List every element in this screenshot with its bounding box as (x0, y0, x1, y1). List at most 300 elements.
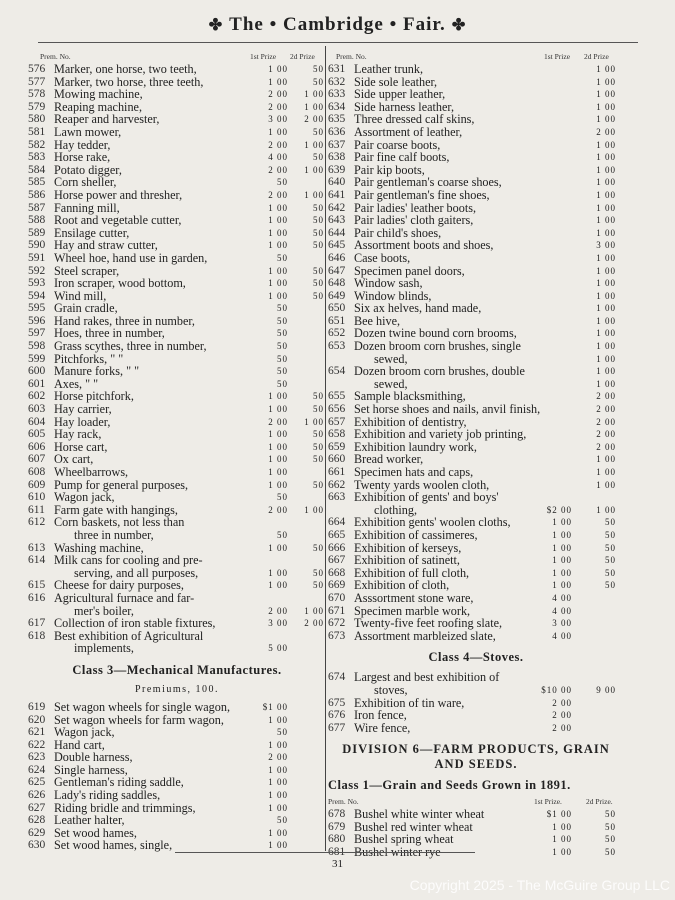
item-description: Wagon jack, (54, 725, 115, 740)
prem-number: 646 (328, 251, 346, 264)
item-description: Pair kip boots, (354, 162, 425, 177)
item-description: Steel scraper, (54, 263, 120, 278)
prem-number: 679 (328, 820, 346, 833)
second-prize: 1 00 (596, 64, 616, 74)
right-list (328, 63, 624, 642)
second-prize: 1 00 (596, 353, 616, 364)
item-description: Largest and best exhibition of (354, 670, 500, 685)
item-description: Iron fence, (354, 708, 407, 723)
list-item (28, 592, 326, 605)
prem-number: 625 (28, 776, 46, 789)
item-description: Specimen marble work, (354, 603, 471, 618)
first-prize: 4 00 (552, 630, 572, 641)
item-description: Sample blacksmithing, (354, 389, 466, 404)
item-description: Leather trunk, (354, 62, 424, 76)
first-prize: 1 00 (268, 215, 288, 226)
item-description: Marker, one horse, two teeth, (54, 62, 197, 76)
first-prize: 1 00 (268, 802, 288, 813)
list-item (328, 277, 624, 290)
list-item (28, 151, 326, 164)
prem-number: 599 (28, 352, 46, 365)
item-description: Hay and straw cutter, (54, 238, 158, 253)
item-description: Assortment of leather, (354, 124, 463, 139)
prem-number: 578 (28, 88, 46, 101)
first-prize: 1 00 (268, 467, 288, 477)
list-item (28, 529, 326, 542)
list-item (328, 554, 624, 567)
first-prize: 1 00 (268, 265, 288, 276)
item-description: Washing machine, (54, 540, 144, 555)
item-description: clothing, (374, 502, 417, 517)
item-description: Set wood hames, single, (54, 838, 173, 853)
first-prize: 5 00 (268, 643, 288, 654)
prem-number: 680 (328, 833, 346, 846)
second-prize-header: 2d Prize (290, 52, 315, 61)
first-prize: 1 00 (268, 202, 288, 213)
prem-number: 636 (328, 125, 346, 138)
first-prize: 1 00 (268, 777, 288, 788)
first-prize: 2 00 (268, 752, 288, 763)
second-prize: 1 00 (596, 290, 616, 301)
prem-number: 593 (28, 277, 46, 290)
second-prize-header: 2d Prize (584, 52, 609, 61)
first-prize: 1 00 (268, 126, 288, 137)
second-prize: 1 00 (304, 101, 324, 112)
second-prize: 1 00 (304, 164, 324, 175)
first-prize: 50 (277, 315, 288, 326)
second-prize: 2 00 (596, 441, 616, 452)
list-item (28, 630, 326, 643)
first-prize-header: 1st Prize (250, 52, 277, 61)
item-description: Six ax helves, hand made, (354, 301, 482, 316)
item-description: Pitchforks, " " (54, 351, 124, 366)
second-prize: 2 00 (596, 416, 616, 427)
second-prize: 50 (605, 529, 616, 540)
prem-number: 631 (328, 63, 346, 75)
prem-number: 588 (28, 214, 46, 227)
item-description: Ensilage cutter, (54, 225, 130, 240)
item-description: Manure forks, " " (54, 364, 140, 379)
list-item (28, 428, 326, 441)
prem-number: 630 (28, 839, 46, 852)
list-item (28, 466, 326, 479)
list-item (28, 403, 326, 416)
prem-number: 644 (328, 226, 346, 239)
second-prize: 1 00 (596, 114, 616, 125)
first-prize: 50 (277, 815, 288, 826)
division6-line1: DIVISION 6—FARM PRODUCTS, GRAIN (342, 742, 610, 757)
item-description: Exhibition of kerseys, (354, 540, 462, 555)
item-description: Exhibition of dentistry, (354, 414, 467, 429)
page-number: 31 (332, 858, 343, 870)
prem-number: 586 (28, 188, 46, 201)
prem-no-header: Prem. No. (328, 797, 359, 807)
item-description: Lawn mower, (54, 124, 122, 139)
item-description: Twenty yards woolen cloth, (354, 477, 490, 492)
prem-number: 576 (28, 63, 46, 75)
prem-number: 614 (28, 554, 46, 567)
item-description: Hay loader, (54, 414, 111, 429)
item-description: Bushel red winter wheat (354, 819, 473, 834)
list-item (28, 63, 326, 76)
prem-number: 640 (328, 176, 346, 189)
second-prize: 1 00 (596, 101, 616, 112)
list-item (328, 491, 624, 504)
item-description: Pair gentleman's fine shoes, (354, 187, 490, 202)
list-item (328, 88, 624, 101)
item-description: Axes, " " (54, 376, 99, 391)
prem-number: 667 (328, 554, 346, 567)
item-description: Corn sheller, (54, 175, 117, 190)
item-description: Gentleman's riding saddle, (54, 775, 184, 790)
list-item (28, 189, 326, 202)
first-prize: 1 00 (268, 580, 288, 591)
item-description: Pair fine calf boots, (354, 150, 450, 165)
item-description: Bread worker, (354, 452, 424, 467)
item-description: Fanning mill, (54, 200, 120, 215)
first-prize: 1 00 (552, 821, 572, 832)
item-description: Pump for general purposes, (54, 477, 189, 492)
prem-number: 606 (28, 440, 46, 453)
prem-number: 608 (28, 466, 46, 478)
prem-number: 660 (328, 453, 346, 466)
second-prize: 2 00 (596, 404, 616, 415)
item-description: Pair ladies' leather boots, (354, 200, 477, 215)
prem-number: 591 (28, 251, 46, 264)
list-item (28, 277, 326, 290)
list-item (328, 617, 624, 630)
prem-number: 676 (328, 709, 346, 722)
first-prize: 50 (277, 303, 288, 314)
division6-line2: AND SEEDS. (434, 757, 518, 772)
second-prize: 50 (313, 202, 324, 213)
item-description: Leather halter, (54, 813, 125, 828)
list-item (28, 340, 326, 353)
prem-number: 618 (28, 629, 46, 642)
prem-number: 595 (28, 302, 46, 315)
left-list (28, 63, 326, 655)
item-description: Wind mill, (54, 288, 107, 303)
second-prize: 1 00 (304, 605, 324, 616)
second-prize: 50 (605, 567, 616, 578)
item-description: Twenty-five feet roofing slate, (354, 616, 503, 631)
item-description: Double harness, (54, 750, 133, 765)
second-prize: 2 00 (596, 126, 616, 137)
first-prize: 2 00 (268, 164, 288, 175)
prem-number: 647 (328, 264, 346, 277)
first-prize: 50 (277, 492, 288, 503)
item-description: Wagon jack, (54, 490, 115, 505)
prem-number: 609 (28, 478, 46, 491)
right-ornament-icon: ✤ (451, 17, 467, 34)
first-prize: 2 00 (268, 189, 288, 200)
first-prize: 1 00 (268, 840, 288, 851)
item-description: Exhibition and variety job printing, (354, 427, 527, 442)
second-prize: 50 (313, 64, 324, 74)
second-prize: 1 00 (304, 139, 324, 150)
first-prize: $1 00 (262, 701, 288, 712)
second-prize: 1 00 (596, 467, 616, 477)
prem-number: 662 (328, 478, 346, 491)
prem-number: 577 (28, 75, 46, 88)
list-item (28, 751, 326, 764)
list-item (328, 151, 624, 164)
prem-number: 628 (28, 814, 46, 827)
second-prize: 1 00 (596, 215, 616, 226)
prem-number: 641 (328, 188, 346, 201)
class4-list (328, 671, 624, 734)
item-description: Potato digger, (54, 162, 122, 177)
second-prize: 1 00 (304, 504, 324, 515)
item-description: Specimen hats and caps, (354, 465, 474, 479)
second-prize: 2 00 (596, 429, 616, 440)
second-prize: 1 00 (596, 177, 616, 188)
prem-number: 651 (328, 314, 346, 327)
item-description: Exhibition of gents' and boys' (354, 490, 499, 505)
second-prize: 50 (313, 542, 324, 553)
prem-number: 635 (328, 113, 346, 126)
first-prize: 1 00 (268, 64, 288, 74)
item-description: Iron scraper, wood bottom, (54, 276, 186, 291)
prem-number: 583 (28, 151, 46, 164)
item-description: Hand cart, (54, 737, 105, 752)
first-prize-header: 1st Prize. (534, 797, 562, 807)
first-prize: 1 00 (268, 278, 288, 289)
list-item (328, 684, 624, 697)
first-prize: 50 (277, 529, 288, 540)
prem-number: 645 (328, 239, 346, 252)
prem-number: 607 (28, 453, 46, 466)
first-prize: 2 00 (268, 605, 288, 616)
item-description: Reaping machine, (54, 99, 142, 114)
first-prize: 4 00 (552, 605, 572, 616)
second-prize: 1 00 (596, 202, 616, 213)
item-description: Window sash, (354, 276, 423, 291)
list-item (328, 340, 624, 353)
list-item (28, 617, 326, 630)
item-description: Bee hive, (354, 313, 401, 328)
item-description: Asssortment stone ware, (354, 590, 474, 605)
first-prize: 1 00 (268, 739, 288, 750)
prem-number: 596 (28, 314, 46, 327)
list-item (28, 516, 326, 529)
second-prize: 1 00 (596, 189, 616, 200)
item-description: Exhibition of cassimeres, (354, 527, 478, 542)
item-description: Exhibition of full cloth, (354, 565, 470, 580)
item-description: sewed, (374, 376, 408, 391)
prem-number: 594 (28, 289, 46, 302)
prem-number: 657 (328, 415, 346, 428)
prem-number: 615 (28, 579, 46, 592)
first-prize: 1 00 (268, 790, 288, 801)
prem-number: 677 (328, 721, 346, 734)
list-item (28, 214, 326, 227)
item-description: Set wagon wheels for single wagon, (54, 699, 231, 714)
item-description: Hay tedder, (54, 137, 111, 152)
list-item (328, 592, 624, 605)
first-prize: 1 00 (552, 567, 572, 578)
item-description: Case boots, (354, 250, 411, 265)
prem-number: 671 (328, 604, 346, 617)
item-description: sewed, (374, 351, 408, 366)
second-prize: 2 00 (304, 114, 324, 125)
prem-number: 611 (28, 503, 45, 516)
second-prize: 1 00 (596, 152, 616, 163)
list-item (328, 529, 624, 542)
item-description: Collection of iron stable fixtures, (54, 616, 216, 631)
item-description: Pair coarse boots, (354, 137, 441, 152)
second-prize: 50 (605, 821, 616, 832)
item-description: mer's boiler, (74, 603, 134, 618)
second-prize: 50 (313, 126, 324, 137)
prem-no-header: Prem. No. (40, 52, 71, 61)
division6-heading (328, 742, 624, 772)
prem-number: 580 (28, 113, 46, 126)
first-prize: 1 00 (552, 542, 572, 553)
first-prize: 2 00 (552, 722, 572, 733)
item-description: Marker, two horse, three teeth, (54, 74, 204, 89)
first-prize: 3 00 (268, 114, 288, 125)
prem-number: 634 (328, 100, 346, 113)
first-prize: 2 00 (268, 416, 288, 427)
second-prize: 50 (313, 391, 324, 402)
item-description: Assortment boots and shoes, (354, 238, 494, 253)
second-prize: 1 00 (596, 303, 616, 314)
second-prize: 1 00 (596, 315, 616, 326)
item-description: Horse cart, (54, 439, 108, 454)
item-description: Mowing machine, (54, 87, 143, 102)
prem-number: 637 (328, 138, 346, 151)
list-item (328, 808, 624, 821)
item-description: Bushel white winter wheat (354, 807, 485, 822)
class3-list (28, 701, 326, 852)
second-prize: 50 (313, 240, 324, 251)
item-description: Exhibition of satinett, (354, 553, 460, 568)
item-description: Lady's riding saddles, (54, 788, 161, 803)
item-description: Bushel winter rye (354, 845, 441, 860)
prem-number: 674 (328, 671, 346, 684)
copyright-watermark: Copyright 2025 - The McGuire Group LLC (409, 877, 670, 893)
item-description: Exhibition of cloth, (354, 578, 450, 593)
first-prize: 50 (277, 341, 288, 352)
prem-number: 597 (28, 327, 46, 340)
list-item (28, 365, 326, 378)
item-description: Agricultural furnace and far- (54, 590, 195, 605)
prem-number: 681 (328, 846, 346, 859)
first-prize: 4 00 (268, 152, 288, 163)
second-prize: 1 00 (596, 89, 616, 100)
prem-number: 627 (28, 801, 46, 814)
second-prize: 1 00 (596, 328, 616, 339)
list-item (328, 214, 624, 227)
prem-number: 652 (328, 327, 346, 340)
first-prize: 1 00 (268, 391, 288, 402)
first-prize: 1 00 (268, 567, 288, 578)
item-description: Assortment marbleized slate, (354, 628, 496, 643)
list-item (328, 630, 624, 643)
prem-number: 666 (328, 541, 346, 554)
list-item (328, 126, 624, 139)
second-prize: 1 00 (596, 139, 616, 150)
prem-number: 619 (28, 700, 46, 713)
prem-number: 587 (28, 201, 46, 214)
item-description: Horse rake, (54, 150, 111, 165)
prem-number: 629 (28, 826, 46, 839)
item-description: Best exhibition of Agricultural (54, 628, 204, 643)
second-prize: 50 (313, 215, 324, 226)
second-prize: 50 (313, 290, 324, 301)
second-prize: 1 00 (596, 164, 616, 175)
item-description: Side upper leather, (354, 87, 446, 102)
prem-number: 659 (328, 440, 346, 453)
first-prize: $10 00 (541, 684, 572, 695)
first-prize: 50 (277, 353, 288, 364)
prem-number: 605 (28, 428, 46, 441)
item-description: Hay rack, (54, 427, 102, 442)
item-description: Set wood hames, (54, 825, 137, 840)
second-prize: 50 (605, 542, 616, 553)
list-item (28, 726, 326, 739)
item-description: Hoes, three in number, (54, 326, 165, 341)
prem-number: 633 (328, 88, 346, 101)
prem-number: 589 (28, 226, 46, 239)
list-item (328, 302, 624, 315)
first-prize: 1 00 (268, 479, 288, 490)
item-description: Horse pitchfork, (54, 389, 134, 404)
item-description: Set horse shoes and nails, anvil finish, (354, 402, 541, 417)
item-description: Pair ladies' cloth gaiters, (354, 213, 474, 228)
first-prize: 3 00 (552, 618, 572, 629)
second-prize: 50 (313, 404, 324, 415)
list-item (328, 671, 624, 684)
item-description: Pair child's shoes, (354, 225, 442, 240)
list-item (328, 403, 624, 416)
second-prize: 1 00 (596, 76, 616, 87)
prem-number: 663 (328, 491, 346, 504)
first-prize: 2 00 (552, 697, 572, 708)
prem-number: 603 (28, 403, 46, 416)
second-prize: 50 (313, 227, 324, 238)
first-prize: 1 00 (552, 847, 572, 858)
item-description: Cheese for dairy purposes, (54, 578, 184, 593)
second-prize: 50 (313, 265, 324, 276)
prem-number: 579 (28, 100, 46, 113)
first-prize: 50 (277, 378, 288, 389)
second-prize: 50 (313, 278, 324, 289)
prem-no-header: Prem. No. (336, 52, 367, 61)
item-description: serving, and all purposes, (74, 565, 199, 580)
second-prize: 1 00 (596, 366, 616, 377)
second-prize: 50 (313, 567, 324, 578)
item-description: Dozen broom corn brushes, double (354, 364, 525, 379)
first-prize: 1 00 (552, 517, 572, 528)
second-prize: 1 00 (596, 378, 616, 389)
first-prize: 1 00 (268, 404, 288, 415)
prem-number: 661 (328, 466, 346, 478)
prem-number: 664 (328, 516, 346, 529)
prem-number: 592 (28, 264, 46, 277)
prem-number: 601 (28, 377, 46, 390)
list-item (28, 789, 326, 802)
prem-number: 621 (28, 726, 46, 739)
list-item (28, 302, 326, 315)
prem-number: 623 (28, 751, 46, 764)
item-description: Bushel spring wheat (354, 832, 454, 847)
second-prize: 50 (313, 479, 324, 490)
item-description: Side sole leather, (354, 74, 438, 89)
list-item (28, 839, 326, 852)
first-prize-header: 1st Prize (544, 52, 571, 61)
